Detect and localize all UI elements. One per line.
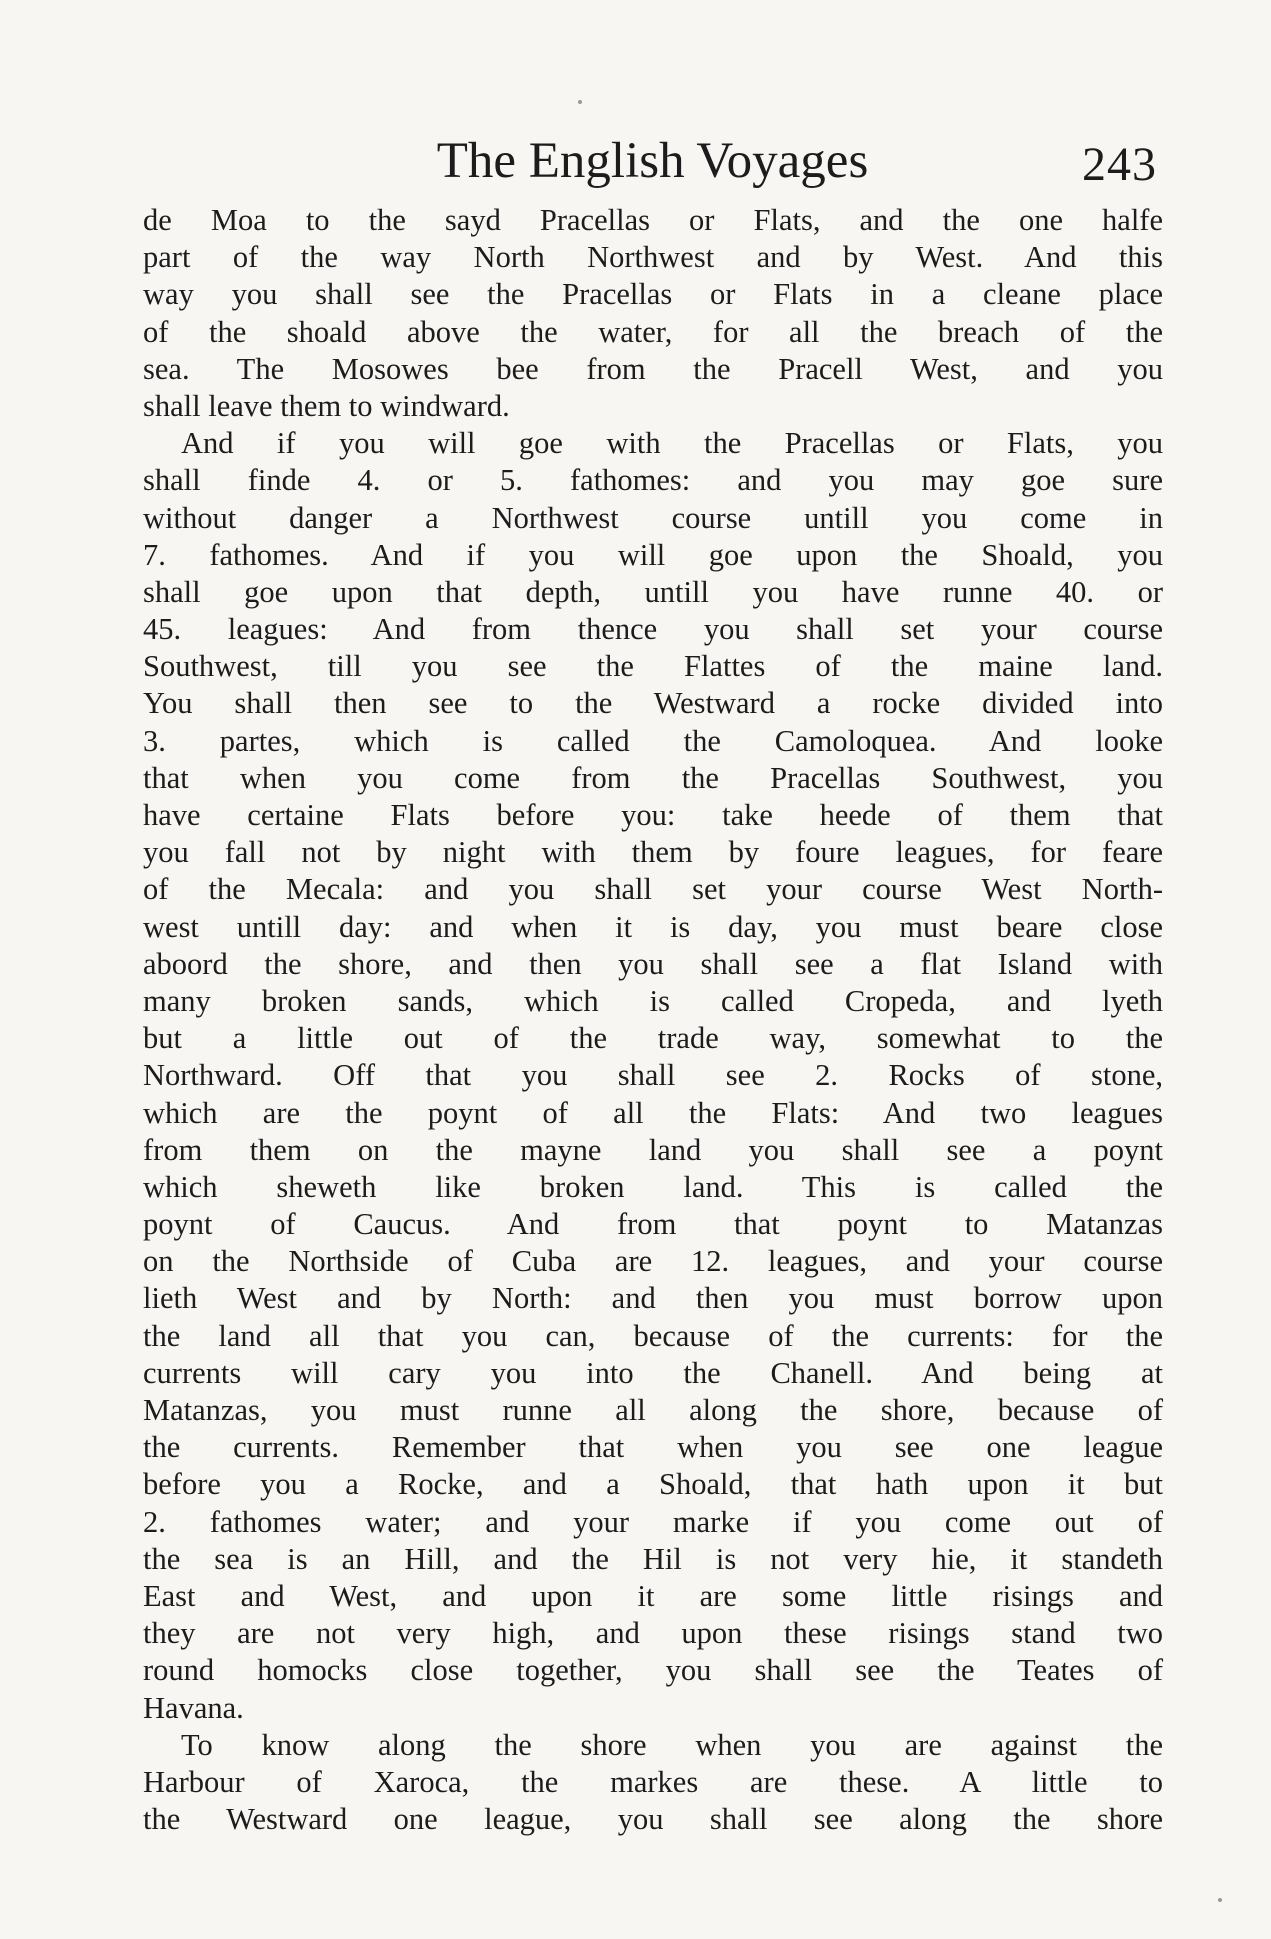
text-line: the Westward one league, you shall see along the shore	[143, 1802, 1163, 1837]
text-line: they are not very high, and upon these risings stand two	[143, 1616, 1163, 1651]
text-line: without danger a Northwest course untill you come in	[143, 500, 1163, 535]
text-line: way you shall see the Pracellas or Flats in a cleane place	[143, 277, 1163, 312]
text-line: 7. fathomes. And if you will goe upon the Shoald, you	[143, 537, 1163, 572]
text-line: the currents. Remember that when you see one league	[143, 1430, 1163, 1465]
text-line: de Moa to the sayd Pracellas or Flats, and the one halfe	[143, 203, 1163, 237]
text-line: which are the poynt of all the Flats: And two leagues	[143, 1095, 1163, 1130]
text-line: many broken sands, which is called Cropeda, and lyeth	[143, 983, 1163, 1018]
text-line: sea. The Mosowes bee from the Pracell West, and you	[143, 351, 1163, 386]
text-line: which sheweth like broken land. This is called the	[143, 1169, 1163, 1204]
text-line: but a little out of the trade way, somewhat to the	[143, 1021, 1163, 1056]
text-line: from them on the mayne land you shall see a poynt	[143, 1132, 1163, 1167]
text-line: 2. fathomes water; and your marke if you come out of	[143, 1504, 1163, 1539]
text-line: You shall then see to the Westward a rocke divided into	[143, 686, 1163, 721]
text-line: part of the way North Northwest and by West. And this	[143, 240, 1163, 275]
page-number: 243	[1082, 138, 1157, 191]
text-line: Southwest, till you see the Flattes of the maine land.	[143, 649, 1163, 684]
text-line: Northward. Off that you shall see 2. Rocks of stone,	[143, 1058, 1163, 1093]
text-line: Havana.	[143, 1690, 244, 1725]
text-line: aboord the shore, and then you shall see a flat Island with	[143, 946, 1163, 981]
text-line: of the Mecala: and you shall set your course West North-	[143, 872, 1163, 907]
text-line: East and West, and upon it are some little risings and	[143, 1578, 1163, 1613]
text-line: And if you will goe with the Pracellas or Flats, you	[181, 426, 1163, 461]
text-line: of the shoald above the water, for all the breach of the	[143, 314, 1163, 349]
text-line: on the Northside of Cuba are 12. leagues, and your course	[143, 1244, 1163, 1279]
paper-speck	[1218, 1898, 1222, 1902]
text-line: you fall not by night with them by foure leagues, for feare	[143, 835, 1163, 870]
text-line: the land all that you can, because of the currents: for the	[143, 1318, 1163, 1353]
text-line: the sea is an Hill, and the Hil is not very hie, it standeth	[143, 1541, 1163, 1576]
text-line: before you a Rocke, and a Shoald, that hath upon it but	[143, 1467, 1163, 1502]
text-line: To know along the shore when you are against the	[181, 1727, 1163, 1762]
text-line: that when you come from the Pracellas Southwest, you	[143, 760, 1163, 795]
text-line: shall goe upon that depth, untill you have runne 40. or	[143, 574, 1163, 609]
running-title: The English Voyages	[436, 133, 869, 189]
running-head	[140, 128, 1165, 194]
body-text	[143, 202, 1163, 1838]
text-line: shall leave them to windward.	[143, 388, 510, 423]
text-line: currents will cary you into the Chanell. And being at	[143, 1355, 1163, 1390]
text-line: have certaine Flats before you: take heede of them that	[143, 798, 1163, 832]
text-line: west untill day: and when it is day, you must beare close	[143, 909, 1163, 944]
paper-speck	[578, 100, 582, 104]
text-line: poynt of Caucus. And from that poynt to Matanzas	[143, 1207, 1163, 1242]
text-line: 45. leagues: And from thence you shall set your course	[143, 612, 1163, 647]
text-line: Harbour of Xaroca, the markes are these. A little to	[143, 1764, 1163, 1799]
text-line: Matanzas, you must runne all along the shore, because of	[143, 1393, 1163, 1427]
text-line: round homocks close together, you shall see the Teates of	[143, 1653, 1163, 1688]
text-line: shall finde 4. or 5. fathomes: and you may goe sure	[143, 463, 1163, 498]
text-line: 3. partes, which is called the Camoloquea. And looke	[143, 723, 1163, 758]
text-line: lieth West and by North: and then you must borrow upon	[143, 1281, 1163, 1316]
